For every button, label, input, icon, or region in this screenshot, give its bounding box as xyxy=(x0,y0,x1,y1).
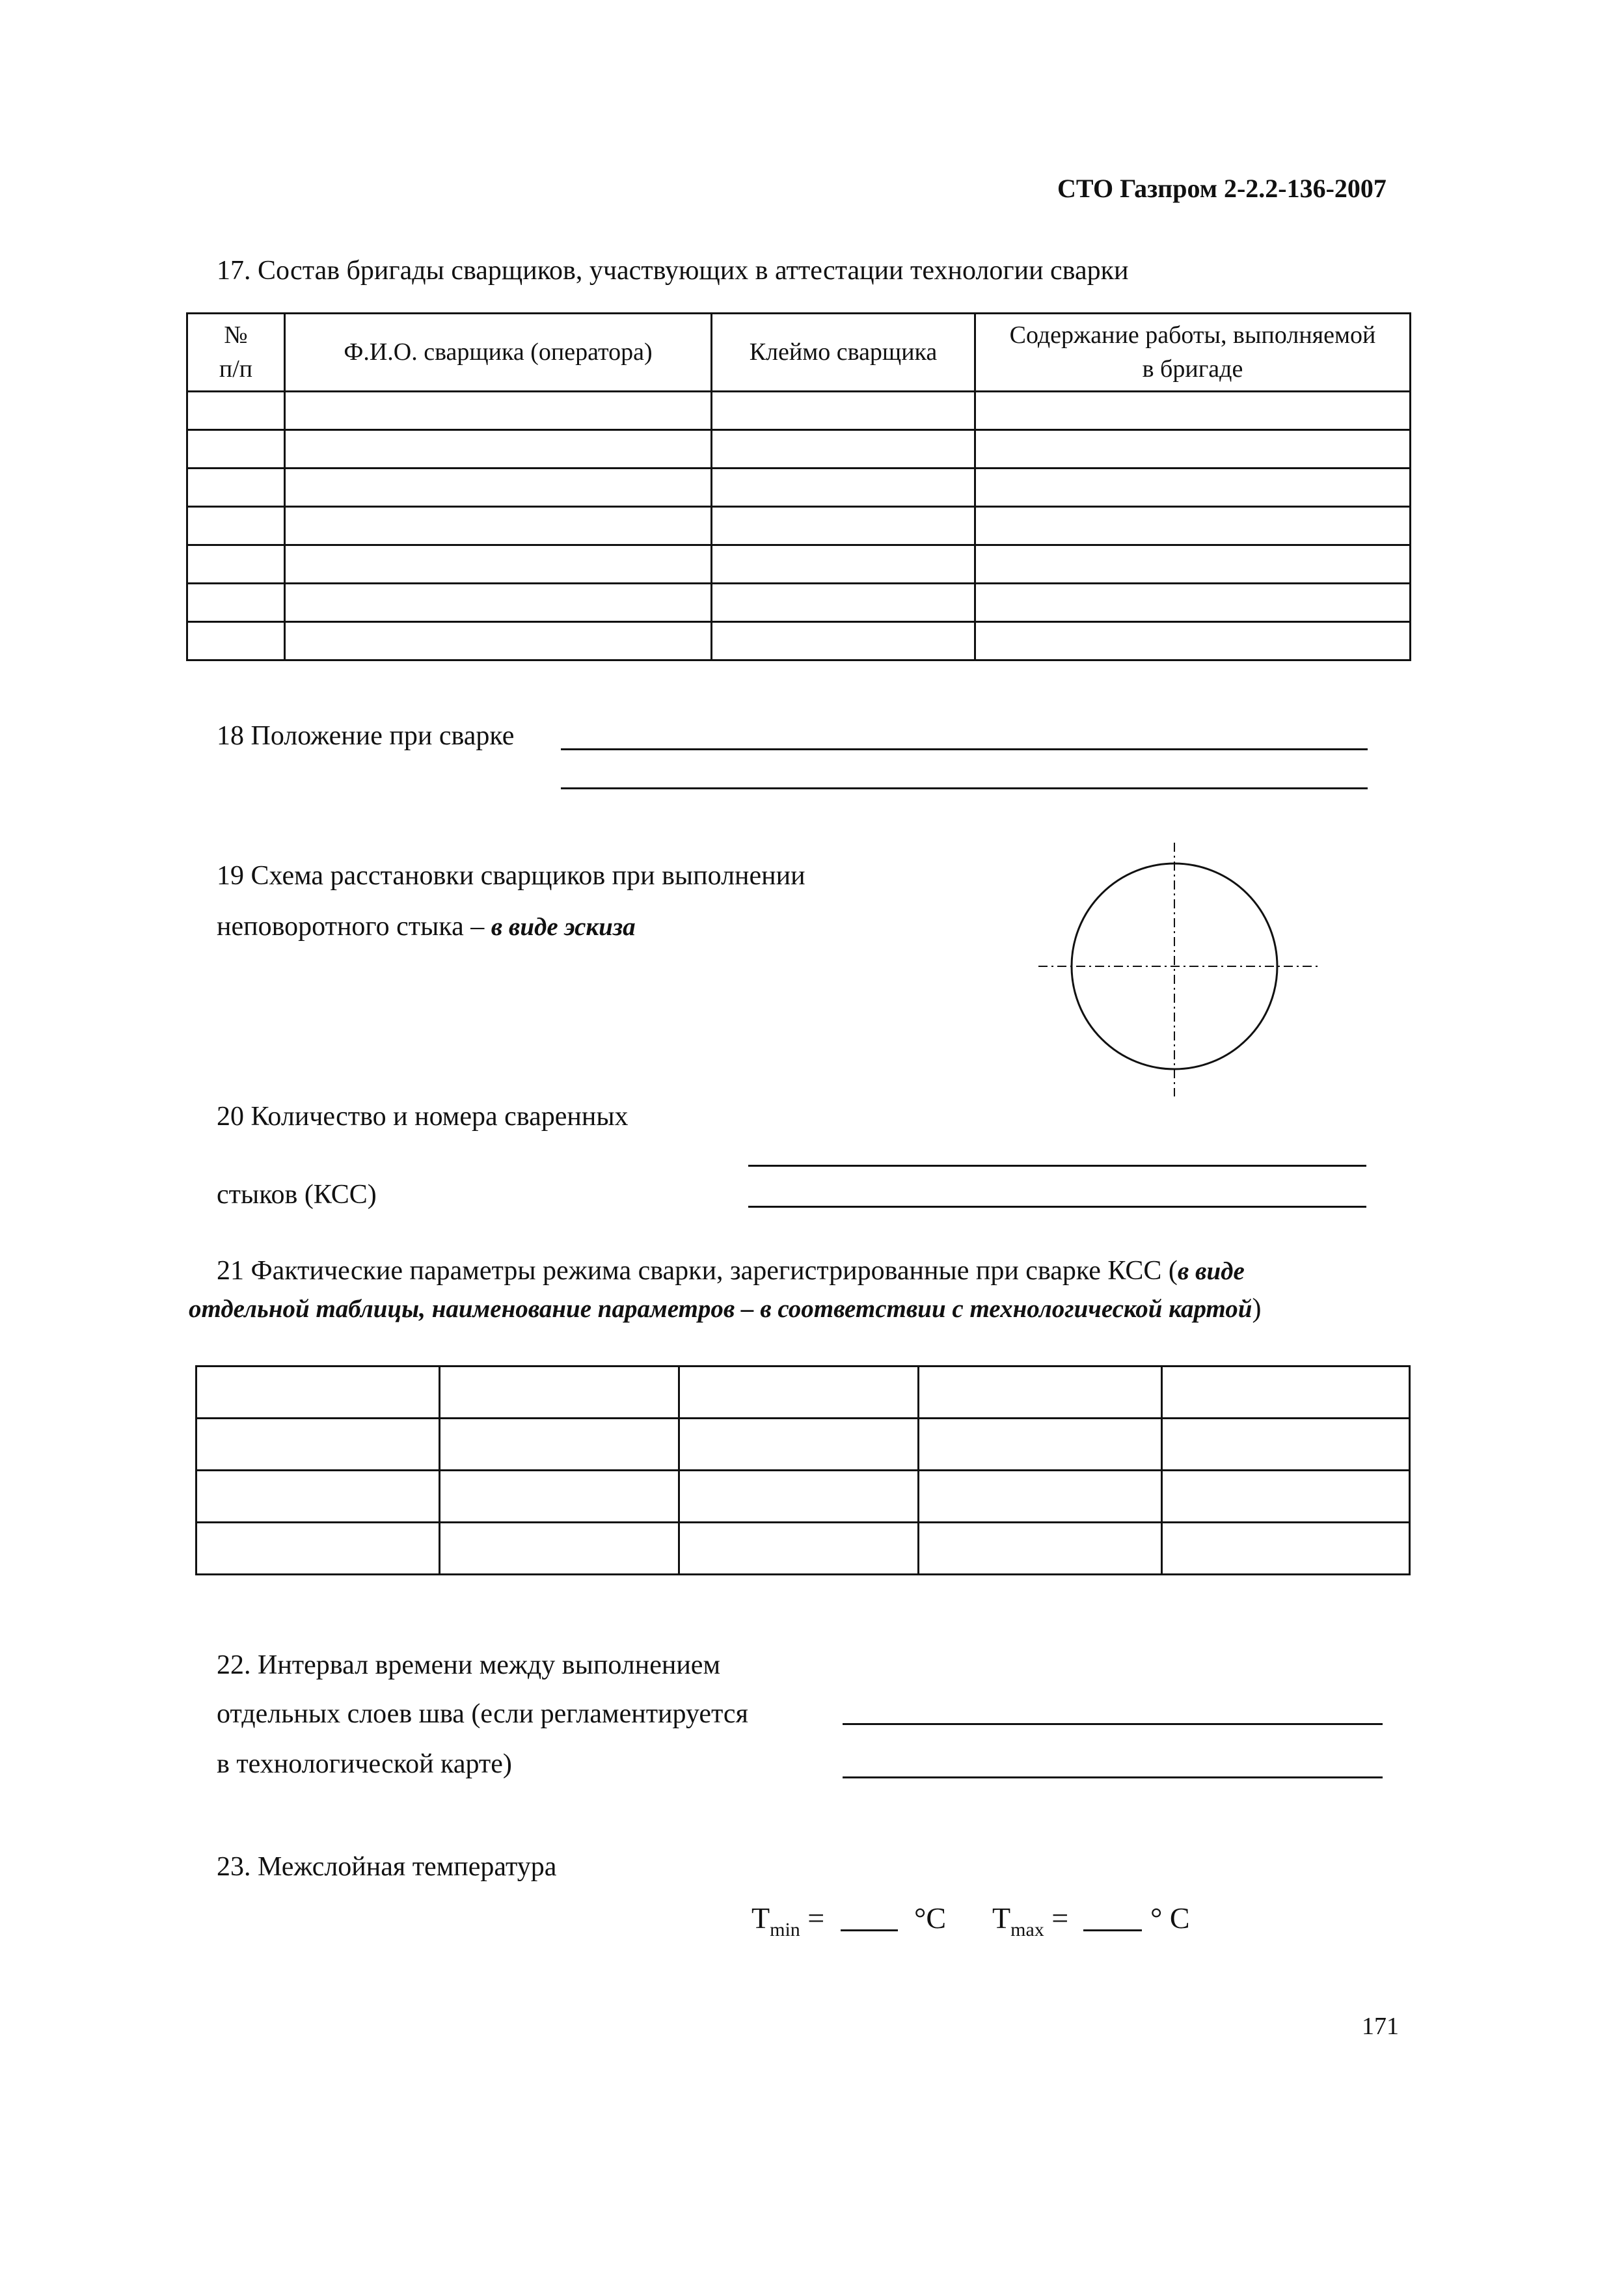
section-22-line3: в технологической карте) xyxy=(217,1749,512,1779)
page-number: 171 xyxy=(1362,2013,1399,2040)
tmin-formula: $T_{min}$ = xyxy=(751,1901,825,1940)
document-code: СТО Газпром 2-2.2-136-2007 xyxy=(1057,174,1387,203)
section-20-line1: 20 Количество и номера сваренных xyxy=(217,1102,629,1132)
tmax-unit: ° C xyxy=(1150,1901,1190,1935)
table-row xyxy=(187,584,1411,622)
table-row xyxy=(187,430,1411,469)
section-23-label: 23. Межслойная температура xyxy=(217,1852,557,1882)
table-row xyxy=(187,622,1411,660)
table-row xyxy=(196,1367,1410,1419)
section-21-line2: отдельной таблицы, наименование параметров – в соответствии с технологической картой) xyxy=(189,1294,1262,1324)
section-19-line1: 19 Схема расстановки сварщиков при выполнении xyxy=(217,861,805,891)
col-header-work: Содержание работы, выполняемой в бригаде xyxy=(975,314,1411,392)
fill-line xyxy=(748,1165,1366,1167)
section-22-line1: 22. Интервал времени между выполнением xyxy=(217,1650,721,1680)
tmax-formula: $T_{max}$ = xyxy=(992,1901,1069,1940)
tmin-unit: °C xyxy=(914,1901,947,1935)
section-18-label: 18 Положение при сварке xyxy=(217,721,515,751)
welders-team-table xyxy=(186,312,1411,661)
section-20-line2: стыков (КСС) xyxy=(217,1180,377,1210)
table-row xyxy=(196,1523,1410,1575)
table-row xyxy=(187,392,1411,430)
welding-parameters-table xyxy=(195,1365,1411,1575)
joint-sketch-diagram xyxy=(1028,836,1327,1103)
col-header-name: Ф.И.О. сварщика (оператора) xyxy=(285,314,712,392)
table-row xyxy=(187,545,1411,584)
fill-line xyxy=(841,1929,898,1931)
table-row xyxy=(196,1419,1410,1471)
fill-line xyxy=(561,748,1368,750)
fill-line xyxy=(843,1776,1383,1778)
section-19-line2: неповоротного стыка – в виде эскиза xyxy=(217,912,636,942)
table-row xyxy=(187,507,1411,545)
section-22-line2: отдельных слоев шва (если регламентируется xyxy=(217,1699,748,1729)
fill-line xyxy=(1083,1929,1142,1931)
table-header-row xyxy=(187,314,1411,392)
fill-line xyxy=(748,1206,1366,1208)
fill-line xyxy=(561,787,1368,789)
table-row xyxy=(196,1471,1410,1523)
section-21-line1: 21 Фактические параметры режима сварки, зарегистрированные при сварке КСС (в виде xyxy=(217,1256,1245,1286)
section-17-title: 17. Состав бригады сварщиков, участвующих в аттестации технологии сварки xyxy=(217,256,1129,286)
col-header-stamp: Клеймо сварщика xyxy=(712,314,975,392)
table-row xyxy=(187,469,1411,507)
col-header-number: № п/п xyxy=(187,314,285,392)
fill-line xyxy=(843,1723,1383,1725)
